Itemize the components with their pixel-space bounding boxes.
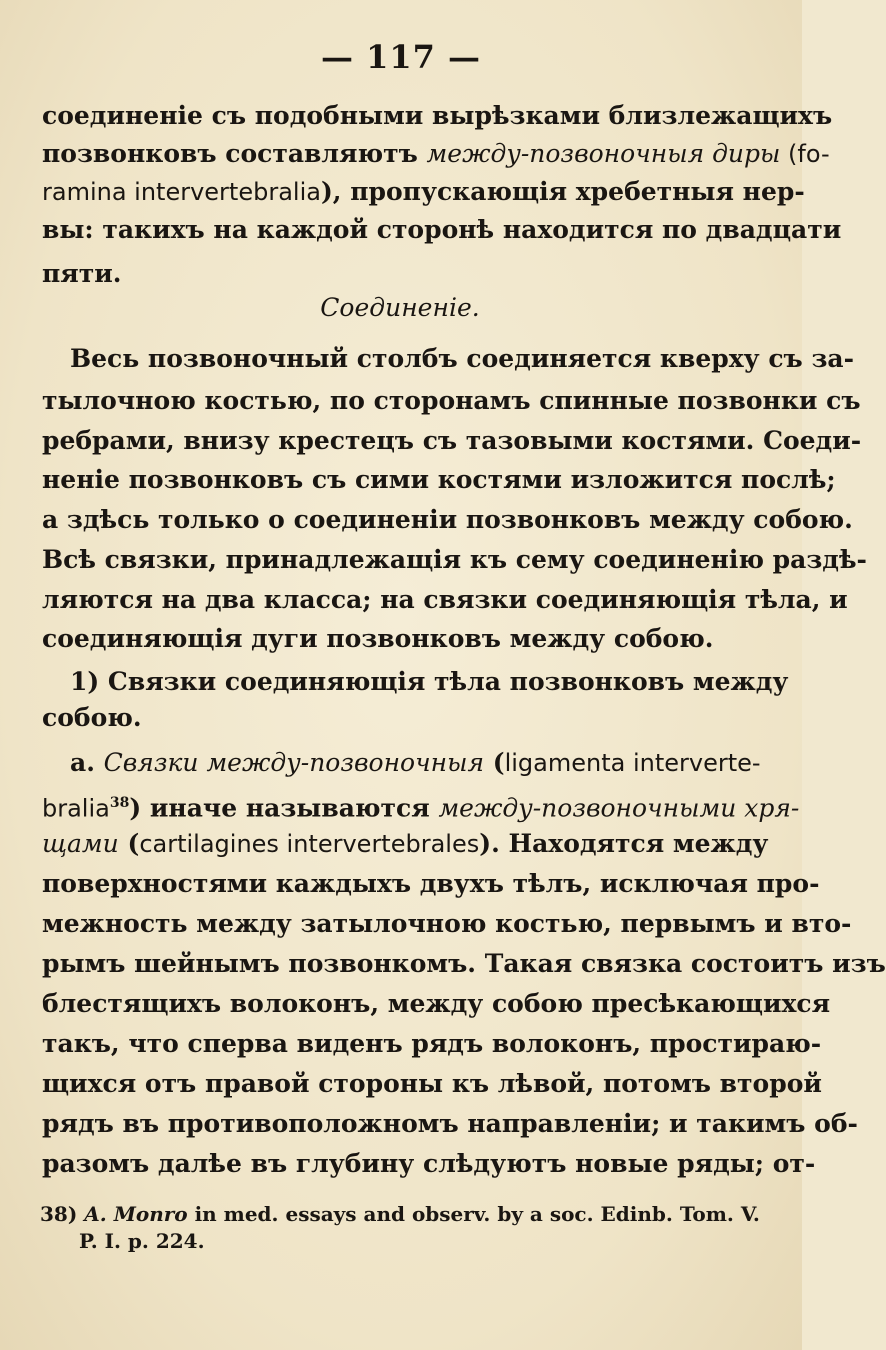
text-span: ) иначе называются xyxy=(129,793,439,823)
text-line: такъ, что сперва виденъ рядъ волоконъ, простираю- xyxy=(42,1029,822,1058)
text-line xyxy=(42,785,800,826)
text-line: ляются на два класса; на связки соединяющія тѣла, и xyxy=(42,585,848,614)
text-line: Весь позвоночный столбъ соединяется кверху съ за- xyxy=(70,344,854,373)
text-line: 1) Связки соединяющія тѣла позвонковъ между xyxy=(70,667,789,696)
text-line: блестящихъ волоконъ, между собою пресѣкающихся xyxy=(42,989,831,1018)
text-line: разомъ далѣе въ глубину слѣдуютъ новые ряды; от- xyxy=(42,1149,816,1178)
text-line: рымъ шейнымъ позвонкомъ. Такая связка состоитъ изъ xyxy=(42,949,886,978)
text-span: ( xyxy=(118,829,140,858)
latin-term: cartilagines intervertebrales xyxy=(139,830,480,858)
text-line: вы: такихъ на каждой сторонѣ находится по двадцати xyxy=(42,215,842,244)
italic-term: между-позвоночныя диры xyxy=(426,139,781,168)
latin-term: bralia xyxy=(42,794,110,823)
text-line: поверхностями каждыхъ двухъ тѣлъ, исключая про- xyxy=(42,869,820,898)
text-line xyxy=(42,136,830,172)
italic-term: Связки между-позвоночныя xyxy=(103,748,485,777)
footnote-line: P. I. p. 224. xyxy=(79,1229,205,1253)
section-heading: Соединеніе. xyxy=(320,293,480,322)
text-span: a. xyxy=(70,748,104,777)
latin-term: ligamenta interverte- xyxy=(504,749,761,777)
text-line: тылочною костью, по сторонамъ спинные позвонки съ xyxy=(42,386,861,415)
text-line: межность между затылочною костью, первымъ и вто- xyxy=(42,909,852,938)
latin-term: ramina intervertebralia xyxy=(42,178,321,206)
text-line: щихся отъ правой стороны къ лѣвой, потомъ второй xyxy=(42,1069,822,1098)
text-line: неніе позвонковъ съ сими костями изложится послѣ; xyxy=(42,465,836,494)
text-line xyxy=(42,826,769,862)
text-line: рядъ въ противоположномъ направленіи; и такимъ об- xyxy=(42,1109,858,1138)
text-span: ( xyxy=(484,748,505,777)
latin-term: (fo- xyxy=(780,140,830,168)
text-line: пяти. xyxy=(42,259,122,288)
footnote-author: A. Monro xyxy=(84,1202,188,1226)
text-line: соединеніе съ подобными вырѣзками близлежащихъ xyxy=(42,101,833,130)
text-line: ребрами, внизу крестецъ съ тазовыми костями. Соеди- xyxy=(42,426,862,455)
italic-term: щами xyxy=(42,829,119,858)
text-line: соединяющія дуги позвонковъ между собою. xyxy=(42,624,714,653)
text-span: ), пропускающія хребетныя нер- xyxy=(320,177,805,206)
footnote-line xyxy=(40,1200,762,1228)
page-number: — 117 — xyxy=(320,38,482,76)
text-line: а здѣсь только о соединеніи позвонковъ между собою. xyxy=(42,505,853,534)
footnote-ref: 38 xyxy=(109,795,130,811)
text-line: собою. xyxy=(42,703,142,732)
italic-term: между-позвоночными хря- xyxy=(438,793,800,823)
text-span: позвонковъ составляютъ xyxy=(42,139,427,168)
text-line xyxy=(70,745,761,781)
footnote-text: in med. essays and observ. by a soc. Edinb. Tom. V. xyxy=(187,1202,760,1226)
text-span: ). Находятся между xyxy=(479,829,769,858)
footnote-number: 38) xyxy=(40,1202,85,1226)
text-line xyxy=(42,174,805,210)
text-line: Всѣ связки, принадлежащія къ сему соединенію раздѣ- xyxy=(42,545,867,574)
